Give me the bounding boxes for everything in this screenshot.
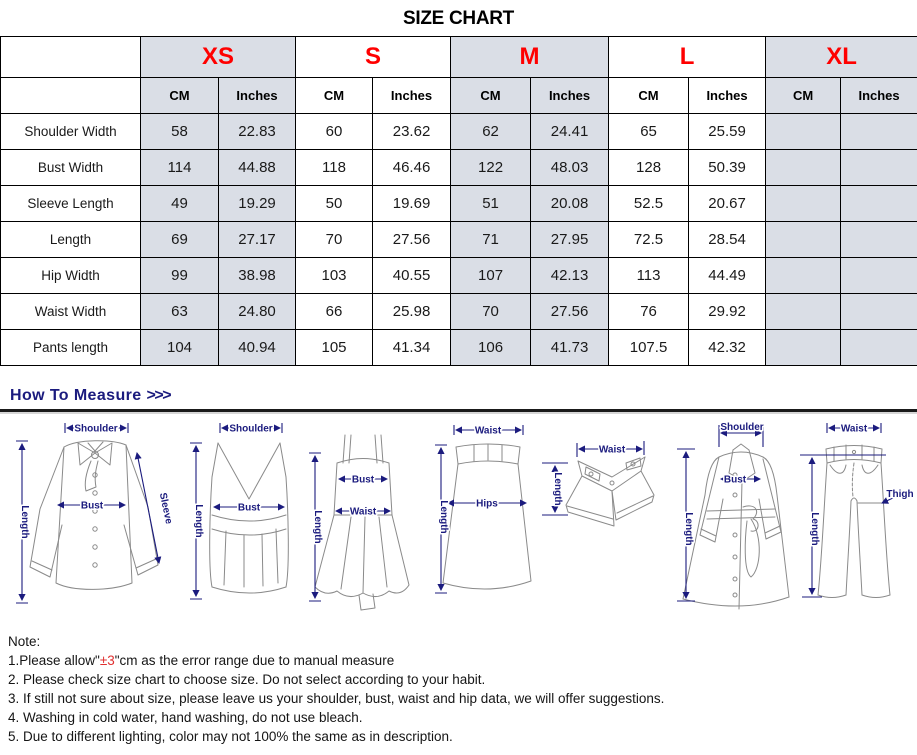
size-value-cell: 76 [609,294,689,330]
size-value-cell [766,186,841,222]
svg-text:Shoulder: Shoulder [720,422,764,433]
figure-coat [655,417,805,620]
unit-header-cm: CM [609,78,689,114]
svg-text:Bust: Bust [351,474,375,486]
size-value-cell [841,150,917,186]
figure-dress [303,417,421,619]
size-value-cell: 27.56 [531,294,609,330]
size-value-cell: 27.17 [219,222,296,258]
size-value-cell: 70 [451,294,531,330]
size-value-cell [841,222,917,258]
size-value-cell: 107.5 [609,330,689,366]
size-value-cell: 29.92 [689,294,766,330]
size-value-cell: 66 [296,294,373,330]
note-item-1: 1.Please allow"±3"cm as the error range due to manual measure [8,653,395,668]
corner-cell [1,78,141,114]
measurement-label: Shoulder Width [1,114,141,150]
svg-text:Waist: Waist [474,425,502,437]
size-value-cell: 41.34 [373,330,451,366]
measurement-label: Waist Width [1,294,141,330]
size-value-cell: 58 [141,114,219,150]
table-row [1,294,917,330]
svg-text:Waist: Waist [349,506,377,518]
note-item-4: 4. Washing in cold water, hand washing, do not use bleach. [8,710,363,725]
size-header-row [1,37,917,78]
svg-text:Length: Length [193,504,204,538]
note-item-3: 3. If still not sure about size, please leave us your shoulder, bust, waist and hip data, we will offer suggestions. [8,691,665,706]
size-value-cell: 28.54 [689,222,766,258]
size-value-cell: 69 [141,222,219,258]
svg-text:Waist: Waist [598,444,626,456]
size-value-cell: 40.94 [219,330,296,366]
size-value-cell: 122 [451,150,531,186]
size-value-cell [766,114,841,150]
size-value-cell [766,294,841,330]
figure-shorts [528,417,663,619]
svg-text:Length: Length [683,512,694,546]
size-value-cell [766,258,841,294]
size-value-cell [841,294,917,330]
table-row [1,258,917,294]
measurement-label: Hip Width [1,258,141,294]
svg-text:Hips: Hips [476,498,498,510]
svg-text:Waist: Waist [840,423,868,435]
size-value-cell: 44.88 [219,150,296,186]
svg-text:Length: Length [312,510,323,544]
svg-text:Shoulder: Shoulder [229,423,273,435]
size-value-cell: 63 [141,294,219,330]
size-value-cell: 65 [609,114,689,150]
size-value-cell: 40.55 [373,258,451,294]
size-header-s: S [296,37,451,78]
measurement-label: Sleeve Length [1,186,141,222]
size-value-cell: 27.56 [373,222,451,258]
how-to-measure-heading [0,387,917,409]
size-value-cell: 42.13 [531,258,609,294]
size-value-cell: 118 [296,150,373,186]
tolerance-value: ±3 [99,653,115,668]
size-value-cell [766,222,841,258]
notes-heading: Note: [8,634,41,649]
table-row [1,222,917,258]
size-header-xl: XL [766,37,917,78]
size-value-cell: 25.98 [373,294,451,330]
svg-text:Sleeve: Sleeve [156,491,175,526]
size-value-cell: 19.29 [219,186,296,222]
page-title: SIZE CHART [402,8,514,29]
unit-header-cm: CM [296,78,373,114]
svg-text:Bust: Bust [80,500,104,512]
size-value-cell: 113 [609,258,689,294]
size-value-cell: 114 [141,150,219,186]
notes-section [0,620,917,746]
unit-header-cm: CM [451,78,531,114]
size-value-cell: 99 [141,258,219,294]
size-value-cell: 50.39 [689,150,766,186]
unit-header-cm: CM [766,78,841,114]
size-value-cell [841,186,917,222]
size-value-cell: 41.73 [531,330,609,366]
svg-text:Length: Length [19,505,30,539]
size-value-cell: 20.67 [689,186,766,222]
measure-figures [0,417,917,620]
measure-heading-text: How To Measure [10,387,142,404]
size-value-cell: 71 [451,222,531,258]
size-value-cell: 19.69 [373,186,451,222]
size-table [0,36,917,366]
size-value-cell: 72.5 [609,222,689,258]
size-value-cell: 107 [451,258,531,294]
size-value-cell: 50 [296,186,373,222]
size-value-cell: 70 [296,222,373,258]
size-value-cell: 46.46 [373,150,451,186]
size-value-cell [841,114,917,150]
size-value-cell: 27.95 [531,222,609,258]
size-value-cell: 106 [451,330,531,366]
svg-text:Length: Length [552,472,563,506]
unit-header-inches: Inches [531,78,609,114]
figure-pants [790,417,917,620]
size-value-cell: 23.62 [373,114,451,150]
size-value-cell [841,258,917,294]
size-value-cell: 51 [451,186,531,222]
unit-header-inches: Inches [373,78,451,114]
svg-text:Bust: Bust [723,474,747,486]
size-value-cell: 48.03 [531,150,609,186]
size-value-cell: 24.41 [531,114,609,150]
unit-header-inches: Inches [219,78,296,114]
note-item-5: 5. Due to different lighting, color may not 100% the same as in description. [8,729,453,744]
svg-text:Bust: Bust [237,502,261,514]
size-value-cell: 44.49 [689,258,766,294]
size-value-cell: 24.80 [219,294,296,330]
size-header-xs: XS [141,37,296,78]
size-value-cell: 128 [609,150,689,186]
size-value-cell: 49 [141,186,219,222]
svg-text:Length: Length [809,512,820,546]
size-value-cell [766,330,841,366]
size-value-cell: 60 [296,114,373,150]
size-value-cell: 25.59 [689,114,766,150]
measurement-label: Length [1,222,141,258]
unit-header-cm: CM [141,78,219,114]
chevrons-icon: >>> [146,387,171,404]
unit-header-row [1,78,917,114]
measurement-label: Bust Width [1,150,141,186]
corner-cell [1,37,141,78]
table-row [1,150,917,186]
size-value-cell: 20.08 [531,186,609,222]
figure-blouse [8,417,183,619]
svg-text:Thigh: Thigh [886,489,914,500]
unit-header-inches: Inches [689,78,766,114]
divider-rule [0,409,917,414]
size-value-cell [766,150,841,186]
size-table-body [1,114,917,366]
note-item-2: 2. Please check size chart to choose size. Do not select according to your habit. [8,672,486,687]
unit-header-inches: Inches [841,78,917,114]
size-value-cell: 52.5 [609,186,689,222]
size-value-cell: 22.83 [219,114,296,150]
svg-text:Shoulder: Shoulder [74,423,118,435]
figure-tank-top [182,417,304,619]
table-row [1,114,917,150]
size-value-cell: 38.98 [219,258,296,294]
size-value-cell: 42.32 [689,330,766,366]
table-row [1,330,917,366]
size-value-cell [841,330,917,366]
svg-text:Length: Length [438,500,449,534]
size-value-cell: 105 [296,330,373,366]
size-header-l: L [609,37,766,78]
size-header-m: M [451,37,609,78]
figure-skirt [430,417,542,619]
size-value-cell: 104 [141,330,219,366]
size-value-cell: 103 [296,258,373,294]
measurement-label: Pants length [1,330,141,366]
size-value-cell: 62 [451,114,531,150]
table-row [1,186,917,222]
